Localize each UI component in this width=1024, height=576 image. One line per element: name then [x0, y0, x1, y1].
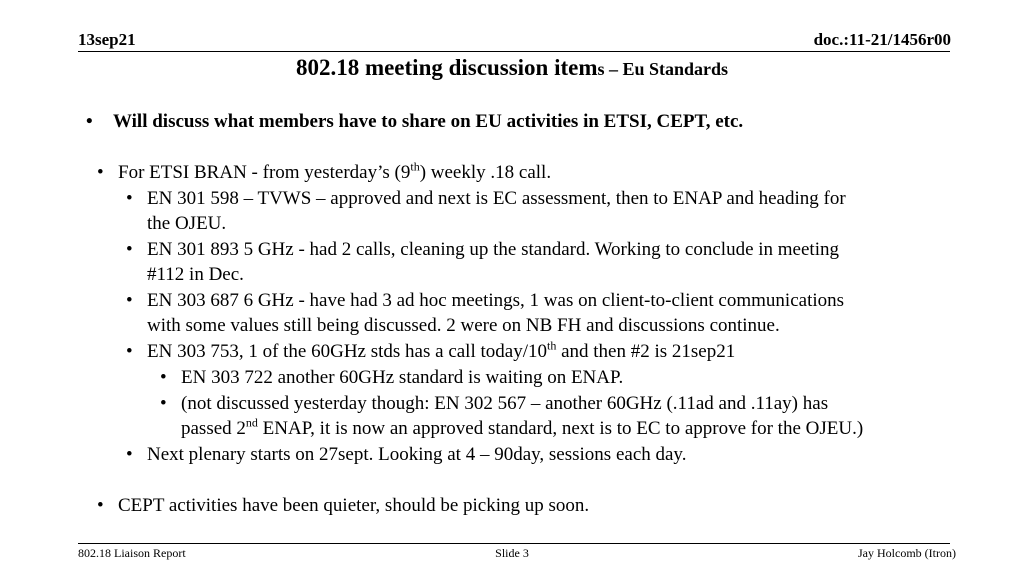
bullet-icon: • — [126, 239, 133, 260]
item-text: ) weekly .18 call. — [419, 162, 552, 183]
slide-title — [0, 55, 1024, 81]
list-item-en303687: EN 303 687 6 GHz - have had 3 ad hoc meetings, 1 was on client-to-client communications — [147, 290, 845, 311]
bullet-icon: • — [97, 495, 104, 516]
bullet-icon: • — [160, 367, 167, 388]
list-item-en301893: EN 301 893 5 GHz - had 2 calls, cleaning up the standard. Working to conclude in meeting — [147, 239, 839, 260]
bullet-icon: • — [126, 290, 133, 311]
item-superscript: th — [410, 159, 420, 174]
footer-slide-number: Slide 3 — [495, 546, 529, 560]
intro-bullet — [86, 111, 743, 133]
item-text: EN 303 753, 1 of the 60GHz stds has a call today/10 — [147, 341, 547, 362]
list-item-cept: CEPT activities have been quieter, should be picking up soon. — [118, 495, 590, 516]
list-item-en302567-cont — [181, 416, 863, 442]
bullet-icon: • — [126, 341, 133, 362]
header-doc-id: doc.:11-21/1456r00 — [813, 30, 951, 49]
item-text: and then #2 is 21sep21 — [556, 341, 736, 362]
item-superscript: th — [546, 338, 557, 353]
list-item-etsi-bran — [118, 160, 551, 186]
bullet-icon: • — [126, 188, 133, 209]
bullet-icon: • — [126, 444, 133, 465]
bullet-icon: • — [97, 162, 104, 183]
list-item-en302567: (not discussed yesterday though: EN 302 567 – another 60GHz (.11ad and .11ay) has — [181, 393, 829, 414]
title-suffix: s – Eu Standards — [597, 59, 729, 79]
header-date: 13sep21 — [78, 30, 136, 49]
list-item-plenary: Next plenary starts on 27sept. Looking at 4 – 90day, sessions each day. — [147, 444, 687, 465]
bullet-icon: • — [160, 393, 167, 414]
list-item-en301598: EN 301 598 – TVWS – approved and next is EC assessment, then to ENAP and heading for — [147, 188, 846, 209]
footer-left: 802.18 Liaison Report — [78, 546, 186, 560]
list-item-en301598-cont: the OJEU. — [147, 213, 227, 234]
footer-author: Jay Holcomb (Itron) — [858, 546, 956, 560]
title-main: 802.18 meeting discussion item — [295, 55, 598, 80]
item-text: For ETSI BRAN - from yesterday’s (9 — [118, 162, 411, 183]
list-item-en303722: EN 303 722 another 60GHz standard is waiting on ENAP. — [181, 367, 624, 388]
bullet-icon: • — [86, 111, 93, 132]
header-divider — [78, 51, 950, 52]
list-item-en303687-cont: with some values still being discussed. 2 were on NB FH and discussions continue. — [147, 315, 780, 336]
item-text: passed 2 — [181, 418, 246, 439]
item-superscript: nd — [245, 415, 258, 430]
item-text: ENAP, it is now an approved standard, next is to EC to approve for the OJEU.) — [257, 418, 864, 439]
list-item-en301893-cont: #112 in Dec. — [147, 264, 244, 285]
list-item-en303753 — [147, 339, 735, 365]
intro-text: Will discuss what members have to share on EU activities in ETSI, CEPT, etc. — [113, 111, 744, 132]
footer-divider — [78, 543, 950, 544]
